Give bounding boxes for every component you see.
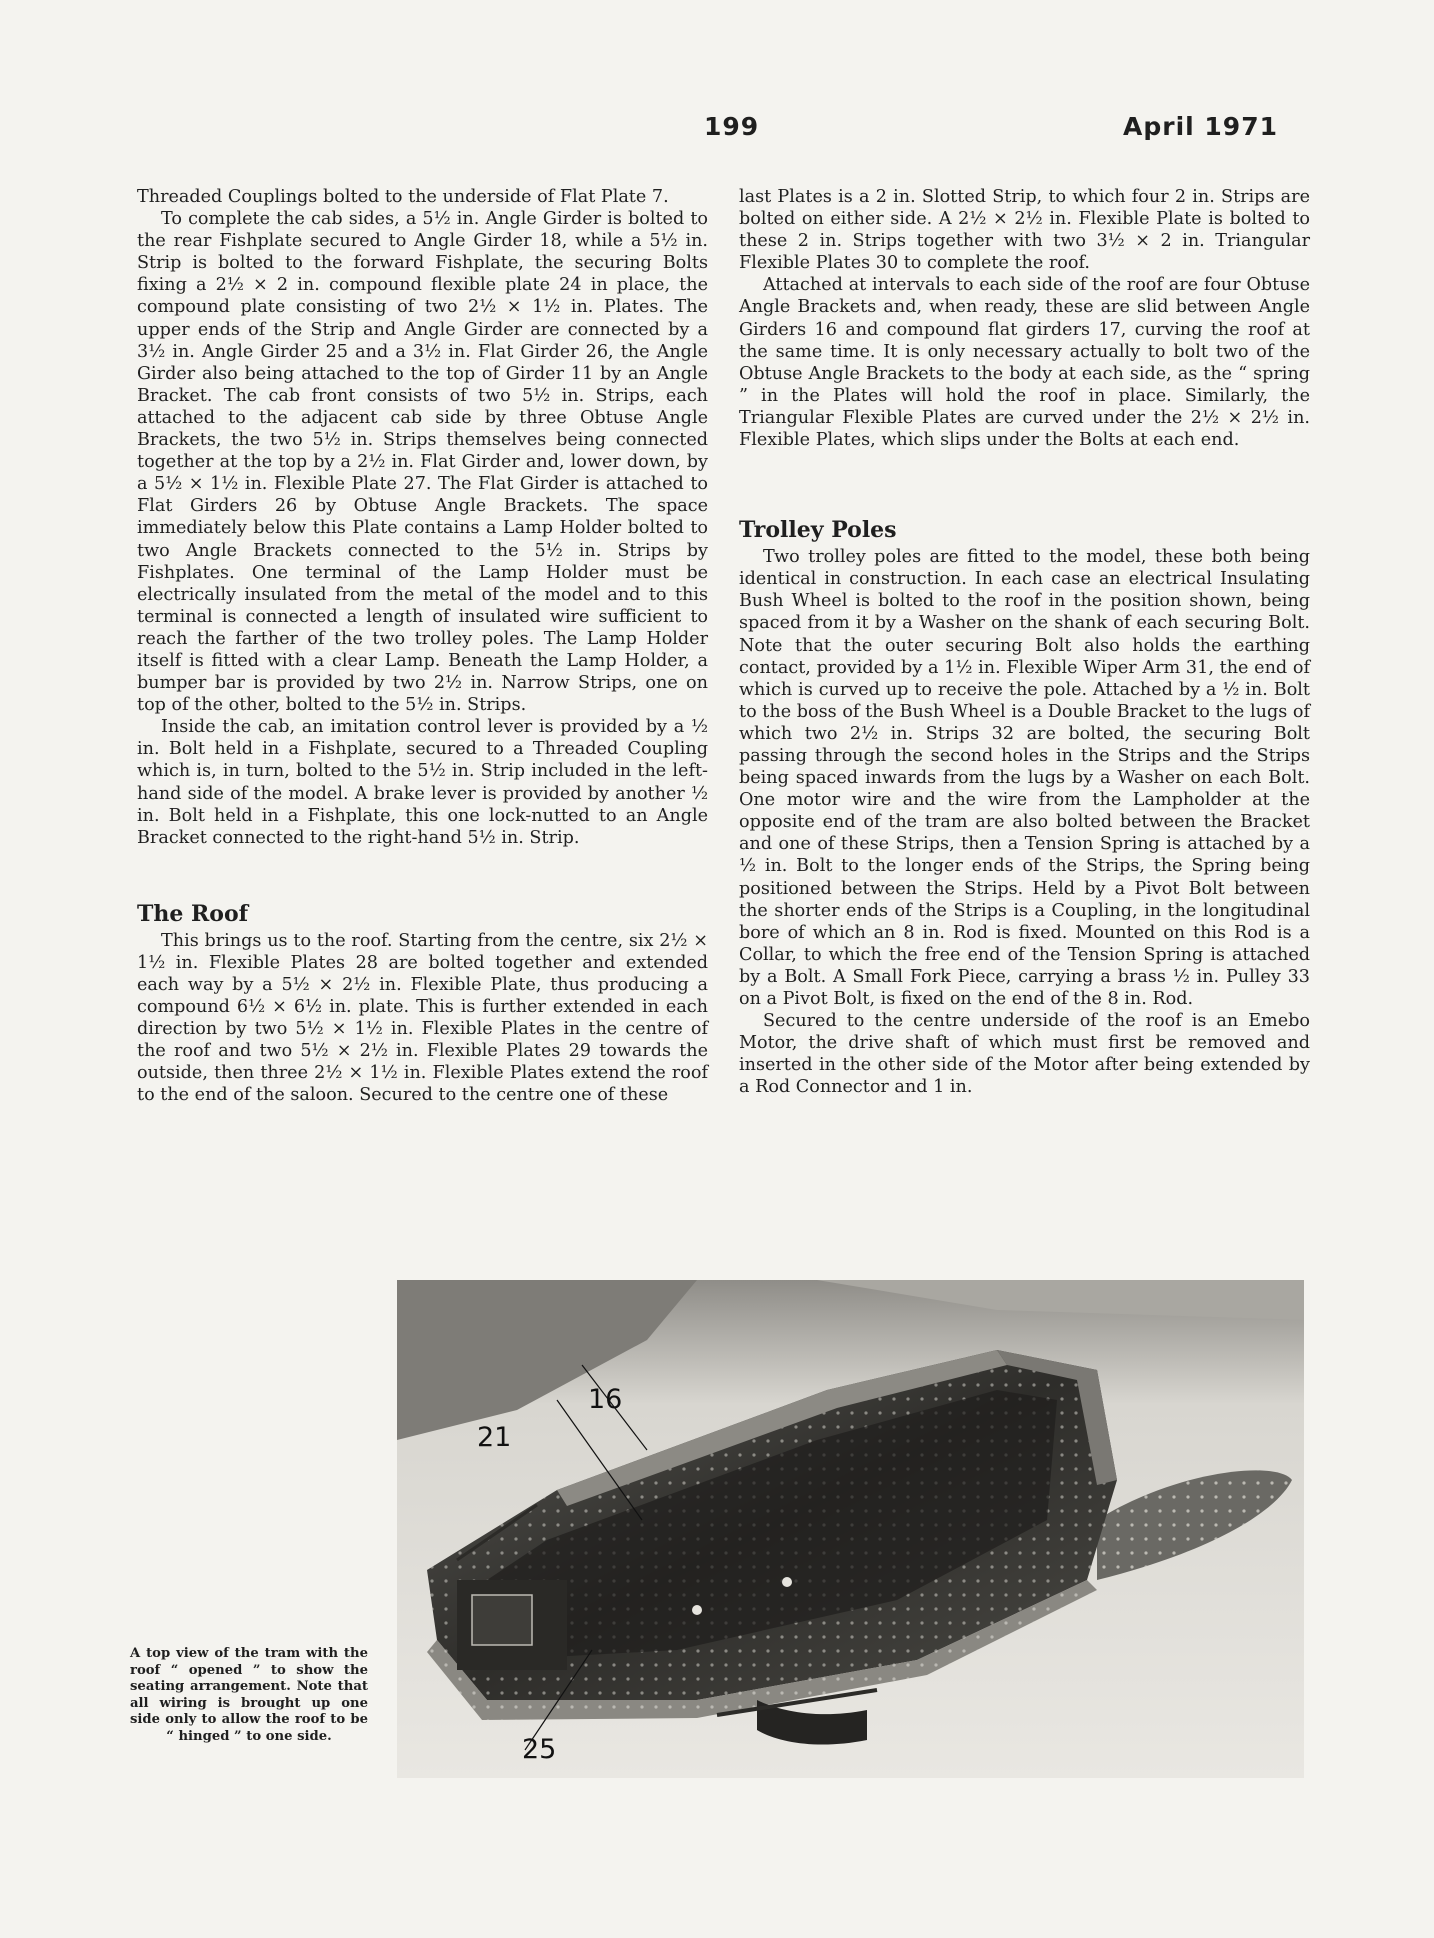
paragraph: last Plates is a 2 in. Slotted Strip, to which four 2 in. Strips are bolted on either side. A 2½ × 2½ in. Flexible Plate is bolted to these 2 in. Strips together with two 3½ × 2 in. Triangular Flexible Plates 30 to complete the roof. — [739, 187, 1310, 274]
paragraph: This brings us to the roof. Starting from the centre, six 2½ × 1½ in. Flexible Plates 28 are bolted together and extended each way by a 5½ × 2½ in. Flexible Plate, thus producing a compound 6½ × 6½ in. plate. This is further extended in each direction by two 5½ × 1½ in. Flexible Plates in the centre of the roof and two 5½ × 2½ in. Flexible Plates 29 towards the outside, then three 2½ × 1½ in. Flexible Plates extend the roof to the end of the saloon. Secured to the centre one of these — [137, 930, 708, 1106]
paragraph: Two trolley poles are fitted to the model, these both being identical in construction. In each case an electrical Insulating Bush Wheel is bolted to the roof in the position shown, being spaced from it by a Washer on the shank of each securing Bolt. Note that the outer securing Bolt also holds the earthing contact, provided by a 1½ in. Flexible Wiper Arm 31, the end of which is curved up to receive the pole. Attached by a ½ in. Bolt to the boss of the Bush Wheel is a Double Bracket to the lugs of which two 2½ in. Strips 32 are bolted, the securing Bolt passing through the second holes in the Strips and the Strips being spaced inwards from the lugs by a Washer on each Bolt. One motor wire and the wire from the Lampholder at the opposite end of the tram are also bolted between the Bracket and one of these Strips, then a Tension Spring is attached by a ½ in. Bolt to the longer ends of the Strips, the Spring being positioned between the Strips. Held by a Pivot Bolt between the shorter ends of the Strips is a Coupling, in the longitudinal bore of which an 8 in. Rod is fixed. Mounted on this Rod is a Collar, to which the free end of the Tension Spring is attached by a Bolt. A Small Fork Piece, carrying a brass ½ in. Pulley 33 on a Pivot Bolt, is fixed on the end of the 8 in. Rod. — [739, 547, 1310, 1009]
section-spacer — [137, 849, 708, 901]
tram-photograph — [397, 1280, 1304, 1778]
paragraph: Threaded Couplings bolted to the underside of Flat Plate 7. — [137, 187, 669, 207]
paragraph: Attached at intervals to each side of the roof are four Obtuse Angle Brackets and, when ready, these are slid between Angle Girders 16 and compound flat girders 17, curving the roof at the same time. It is only necessary actually to bolt two of the Obtuse Angle Brackets to the body at each side, as the “ spring ” in the Plates will hold the roof in place. Similarly, the Triangular Flexible Plates are curved under the 2½ × 2½ in. Flexible Plates, which slips under the Bolts at each end. — [739, 275, 1310, 451]
callout-label: 16 — [588, 1384, 623, 1415]
right-column — [739, 186, 1310, 1098]
paragraph: Secured to the centre underside of the roof is an Emebo Motor, the drive shaft of which must first be removed and inserted in the other side of the Motor after being extended by a Rod Connector and 1 in. — [739, 1011, 1310, 1098]
section-spacer — [739, 451, 1310, 517]
figure-caption: A top view of the tram with the roof “ opened ” to show the seating arrangement. Note that all wiring is brought up one side only to allow the roof to be “ hinged ” to one side. — [130, 1646, 368, 1744]
issue-date: April 1971 — [1123, 112, 1278, 141]
callout-label: 21 — [477, 1422, 512, 1453]
paragraph: To complete the cab sides, a 5½ in. Angle Girder is bolted to the rear Fishplate secured to Angle Girder 18, while a 5½ in. Strip is bolted to the forward Fishplate, the securing Bolts fixing a 2½ × 2 in. compound flexible plate 24 in place, the compound plate consisting of two 2½ × 1½ in. Plates. The upper ends of the Strip and Angle Girder are connected by a 3½ in. Angle Girder 25 and a 3½ in. Flat Girder 26, the Angle Girder also being attached to the top of Girder 11 by an Angle Bracket. The cab front consists of two 5½ in. Strips, each attached to the adjacent cab side by three Obtuse Angle Brackets, the two 5½ in. Strips themselves being connected together at the top by a 2½ in. Flat Girder and, lower down, by a 5½ × 1½ in. Flexible Plate 27. The Flat Girder is attached to Flat Girders 26 by Obtuse Angle Brackets. The space immediately below this Plate contains a Lamp Holder bolted to two Angle Brackets connected to the 5½ in. Strips by Fishplates. One terminal of the Lamp Holder must be electrically insulated from the metal of the model and to this terminal is connected a length of insulated wire sufficient to reach the farther of the two trolley poles. The Lamp Holder itself is fitted with a clear Lamp. Beneath the Lamp Holder, a bumper bar is provided by two 2½ in. Narrow Strips, one on top of the other, bolted to the 5½ in. Strips. — [137, 209, 708, 716]
page-number: 199 — [704, 112, 760, 141]
left-column — [137, 186, 708, 1107]
callout-label: 25 — [522, 1734, 557, 1765]
paragraph: Inside the cab, an imitation control lever is provided by a ½ in. Bolt held in a Fishplate, secured to a Threaded Coupling which is, in turn, bolted to the 5½ in. Strip included in the left-hand side of the model. A brake lever is provided by another ½ in. Bolt held in a Fishplate, this one lock-nutted to an Angle Bracket connected to the right-hand 5½ in. Strip. — [137, 717, 708, 848]
roof-heading: The Roof — [137, 900, 249, 927]
trolley-poles-heading: Trolley Poles — [739, 517, 897, 544]
